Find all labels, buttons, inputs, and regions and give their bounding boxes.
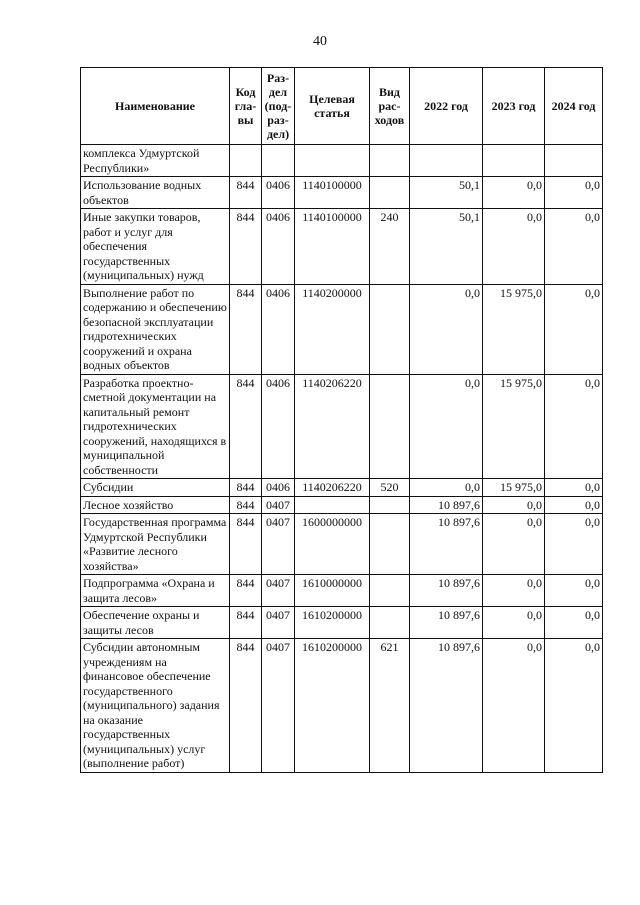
cell-2022: 10 897,6: [410, 514, 483, 575]
cell-type: 240: [370, 209, 410, 285]
cell-2024: 0,0: [545, 374, 603, 479]
table-row: [81, 177, 603, 209]
cell-section: 0407: [262, 514, 295, 575]
cell-target: 1140206220: [295, 479, 370, 497]
cell-2024: 0,0: [545, 639, 603, 773]
cell-target: 1140200000: [295, 284, 370, 374]
cell-2024: 0,0: [545, 514, 603, 575]
cell-2023: 15 975,0: [483, 284, 545, 374]
header-section: Раз-дел (под-раз-дел): [262, 68, 295, 145]
cell-code: 844: [230, 639, 262, 773]
cell-section: 0406: [262, 177, 295, 209]
cell-type: 621: [370, 639, 410, 773]
cell-type: [370, 514, 410, 575]
cell-2023: 0,0: [483, 514, 545, 575]
cell-type: 520: [370, 479, 410, 497]
cell-2024: 0,0: [545, 607, 603, 639]
cell-target: 1600000000: [295, 514, 370, 575]
cell-target: 1610000000: [295, 575, 370, 607]
page-number: 40: [313, 34, 327, 49]
table-row: [81, 639, 603, 773]
cell-name: Выполнение работ по содержанию и обеспечению безопасной эксплуатации гидротехнических сооружений и охрана водных объектов: [81, 284, 230, 374]
table-row: [81, 374, 603, 479]
cell-type: [370, 607, 410, 639]
cell-name: Обеспечение охраны и защиты лесов: [81, 607, 230, 639]
table-row: [81, 514, 603, 575]
table-row: [81, 479, 603, 497]
cell-section: 0406: [262, 209, 295, 285]
cell-section: 0407: [262, 639, 295, 773]
header-2024: 2024 год: [545, 68, 603, 145]
table-row: [81, 496, 603, 514]
cell-target: 1140206220: [295, 374, 370, 479]
cell-section: 0407: [262, 575, 295, 607]
cell-2023: 0,0: [483, 209, 545, 285]
cell-2023: 0,0: [483, 575, 545, 607]
cell-2024: 0,0: [545, 496, 603, 514]
cell-target: 1140100000: [295, 177, 370, 209]
cell-code: [230, 145, 262, 177]
header-target: Целевая статья: [295, 68, 370, 145]
cell-2024: 0,0: [545, 209, 603, 285]
cell-code: 844: [230, 284, 262, 374]
cell-name: Лесное хозяйство: [81, 496, 230, 514]
cell-type: [370, 177, 410, 209]
cell-name: Иные закупки товаров, работ и услуг для обеспечения государственных (муниципальных) нужд: [81, 209, 230, 285]
cell-name: комплекса Удмуртской Республики»: [81, 145, 230, 177]
cell-2022: 0,0: [410, 284, 483, 374]
cell-code: 844: [230, 607, 262, 639]
cell-target: 1610200000: [295, 639, 370, 773]
header-2023: 2023 год: [483, 68, 545, 145]
cell-2024: [545, 145, 603, 177]
cell-code: 844: [230, 575, 262, 607]
cell-name: Субсидии автономным учреждениям на финансовое обеспечение государственного (муниципального) задания на оказание государственных (муниципальных) услуг (выполнение работ): [81, 639, 230, 773]
cell-2024: 0,0: [545, 177, 603, 209]
cell-type: [370, 575, 410, 607]
cell-2022: 50,1: [410, 209, 483, 285]
cell-name: Подпрограмма «Охрана и защита лесов»: [81, 575, 230, 607]
cell-2023: 15 975,0: [483, 479, 545, 497]
cell-2022: 10 897,6: [410, 496, 483, 514]
cell-2024: 0,0: [545, 284, 603, 374]
cell-code: 844: [230, 374, 262, 479]
cell-2022: 10 897,6: [410, 639, 483, 773]
cell-code: 844: [230, 496, 262, 514]
cell-section: 0406: [262, 284, 295, 374]
cell-2022: 0,0: [410, 479, 483, 497]
table-row: [81, 284, 603, 374]
table-row: [81, 209, 603, 285]
cell-target: [295, 496, 370, 514]
header-type: Вид рас-ходов: [370, 68, 410, 145]
cell-2023: [483, 145, 545, 177]
cell-2022: [410, 145, 483, 177]
cell-type: [370, 374, 410, 479]
cell-2024: 0,0: [545, 479, 603, 497]
cell-2023: 0,0: [483, 177, 545, 209]
cell-code: 844: [230, 209, 262, 285]
cell-type: [370, 496, 410, 514]
header-name: Наименование: [81, 68, 230, 145]
cell-name: Субсидии: [81, 479, 230, 497]
header-row: [81, 68, 603, 145]
header-code: Код гла-вы: [230, 68, 262, 145]
cell-2023: 0,0: [483, 639, 545, 773]
cell-2023: 15 975,0: [483, 374, 545, 479]
cell-type: [370, 145, 410, 177]
cell-code: 844: [230, 177, 262, 209]
cell-name: Использование водных объектов: [81, 177, 230, 209]
cell-section: [262, 145, 295, 177]
cell-2023: 0,0: [483, 496, 545, 514]
cell-2024: 0,0: [545, 575, 603, 607]
cell-type: [370, 284, 410, 374]
cell-target: 1140100000: [295, 209, 370, 285]
table-row: [81, 575, 603, 607]
cell-name: Разработка проектно-сметной документации на капитальный ремонт гидротехнических сооружений, находящихся в муниципальной собственности: [81, 374, 230, 479]
cell-code: 844: [230, 479, 262, 497]
header-2022: 2022 год: [410, 68, 483, 145]
table-body: [81, 145, 603, 773]
budget-table: [80, 67, 603, 773]
cell-section: 0407: [262, 496, 295, 514]
cell-section: 0406: [262, 479, 295, 497]
cell-2022: 0,0: [410, 374, 483, 479]
cell-2022: 50,1: [410, 177, 483, 209]
table-row: [81, 607, 603, 639]
cell-2022: 10 897,6: [410, 575, 483, 607]
cell-section: 0406: [262, 374, 295, 479]
cell-target: [295, 145, 370, 177]
cell-2022: 10 897,6: [410, 607, 483, 639]
cell-name: Государственная программа Удмуртской Республики «Развитие лесного хозяйства»: [81, 514, 230, 575]
cell-section: 0407: [262, 607, 295, 639]
cell-code: 844: [230, 514, 262, 575]
table-row: [81, 145, 603, 177]
cell-2023: 0,0: [483, 607, 545, 639]
cell-target: 1610200000: [295, 607, 370, 639]
